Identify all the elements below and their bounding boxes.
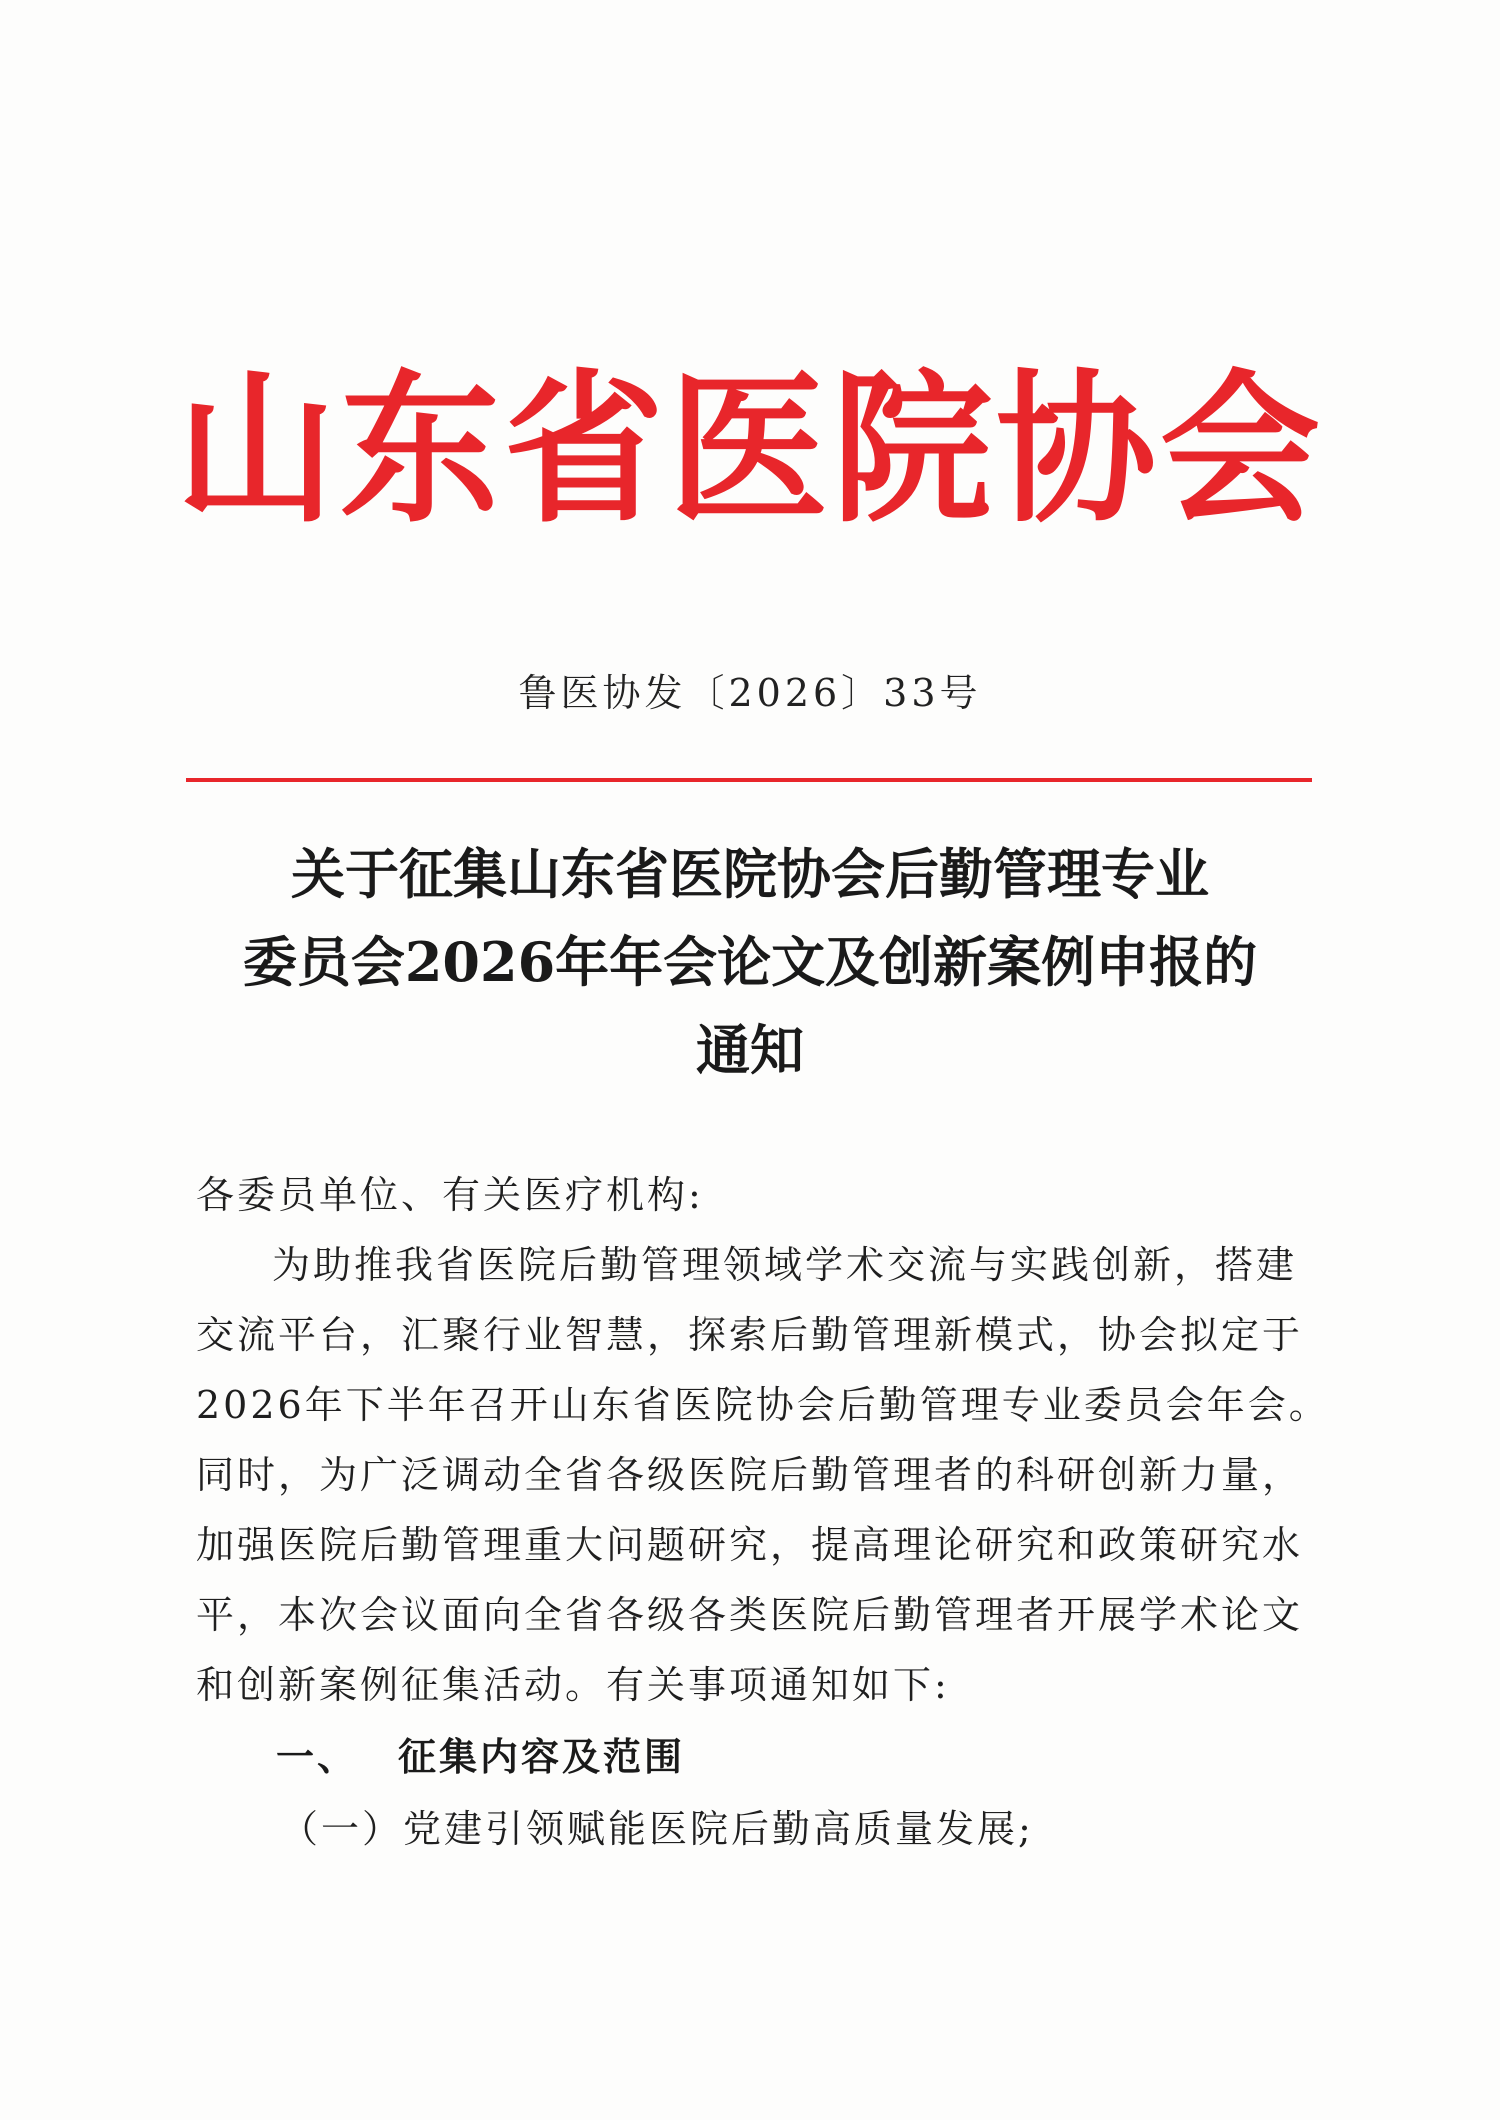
salutation: 各委员单位、有关医疗机构: <box>196 1173 704 1217</box>
title-line: 关于征集山东省医院协会后勤管理专业 <box>291 842 1209 906</box>
paragraph-line: 2026年下半年召开山东省医院协会后勤管理专业委员会年会。 <box>196 1383 1330 1427</box>
section-title: 征集内容及范围 <box>398 1735 686 1779</box>
document-number: 鲁医协发〔2026〕33号 <box>518 671 982 715</box>
section-heading <box>276 1722 685 1792</box>
paragraph-line: 交流平台，汇聚行业智慧，探索后勤管理新模式，协会拟定于 <box>196 1313 1304 1357</box>
paragraph-line: 平，本次会议面向全省各级各类医院后勤管理者开展学术论文 <box>196 1593 1304 1637</box>
paragraph-line: 加强医院后勤管理重大问题研究，提高理论研究和政策研究水 <box>196 1523 1304 1567</box>
paragraph-line: 为助推我省医院后勤管理领域学术交流与实践创新，搭建 <box>272 1243 1298 1287</box>
paragraph-line: 和创新案例征集活动。有关事项通知如下: <box>196 1663 950 1707</box>
red-divider-line <box>186 778 1312 782</box>
letterhead-org-name: 山东省医院协会 <box>175 354 1324 545</box>
document-title <box>150 830 1350 1094</box>
section-number: 一、 <box>276 1735 359 1779</box>
title-line: 通知 <box>696 1018 804 1082</box>
paragraph-line: 同时，为广泛调动全省各级医院后勤管理者的科研创新力量， <box>196 1453 1304 1497</box>
title-line: 委员会2026年年会论文及创新案例申报的 <box>242 930 1258 994</box>
intro-paragraph <box>196 1230 1330 1720</box>
list-item: （一）党建引领赋能医院后勤高质量发展; <box>280 1807 1034 1851</box>
